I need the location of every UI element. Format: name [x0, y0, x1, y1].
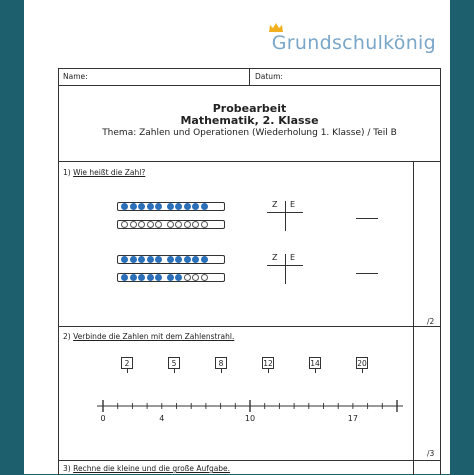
bead-bar	[117, 255, 225, 264]
divider	[59, 85, 440, 86]
bead	[192, 221, 199, 228]
q1-prompt: Wie heißt die Zahl?	[73, 168, 146, 177]
bead	[184, 203, 191, 210]
number-line-label: 4	[159, 414, 165, 423]
logo-text: Grundschulkönig	[271, 32, 436, 54]
number-line-label: 10	[244, 414, 256, 423]
name-label: Name:	[63, 72, 88, 81]
bead	[147, 256, 154, 263]
bead	[130, 274, 137, 281]
bead-bar	[117, 202, 225, 211]
bead	[121, 256, 128, 263]
ones-label: E	[290, 200, 296, 209]
bead	[201, 256, 208, 263]
q1-number: 1)	[63, 168, 71, 177]
tens-label: Z	[272, 200, 278, 209]
bead	[201, 203, 208, 210]
q1-points: /2	[427, 317, 435, 326]
bead	[167, 221, 174, 228]
bead	[138, 256, 145, 263]
worksheet-page	[24, 0, 450, 474]
bead	[201, 221, 208, 228]
bead	[147, 203, 154, 210]
bead	[192, 256, 199, 263]
number-box-stem	[174, 369, 175, 373]
bead	[184, 274, 191, 281]
answer-line[interactable]	[356, 218, 378, 219]
bead	[201, 274, 208, 281]
place-value-table	[267, 254, 303, 284]
bead	[184, 256, 191, 263]
bead	[147, 274, 154, 281]
divider	[59, 161, 440, 162]
bead	[155, 203, 162, 210]
q2-number: 2)	[63, 332, 71, 341]
q3-prompt: Rechne die kleine und die große Aufgabe.	[73, 464, 231, 473]
number-line-label: 17	[347, 414, 358, 423]
bead	[138, 203, 145, 210]
bead	[130, 221, 137, 228]
exam-topic: Thema: Zahlen und Operationen (Wiederholung 1. Klasse) / Teil B	[102, 128, 397, 138]
number-box-stem	[315, 369, 316, 373]
bead	[121, 221, 128, 228]
date-label: Datum:	[255, 72, 283, 81]
bead	[130, 256, 137, 263]
q1-heading	[63, 168, 145, 177]
number-line	[95, 399, 405, 413]
bead	[192, 274, 199, 281]
bead	[167, 203, 174, 210]
q3-heading	[63, 464, 230, 473]
points-column-divider	[413, 161, 414, 475]
number-box[interactable]: 8	[215, 357, 227, 369]
bead	[167, 274, 174, 281]
bead	[121, 203, 128, 210]
bead	[138, 221, 145, 228]
tens-label: Z	[272, 253, 278, 262]
bead	[121, 274, 128, 281]
bead	[175, 203, 182, 210]
divider	[59, 326, 440, 327]
bead	[175, 221, 182, 228]
bead	[155, 221, 162, 228]
number-box[interactable]: 5	[168, 357, 180, 369]
bead	[184, 221, 191, 228]
q2-heading	[63, 332, 234, 341]
bead	[138, 274, 145, 281]
divider	[59, 460, 440, 461]
answer-line[interactable]	[356, 273, 378, 274]
bead	[175, 256, 182, 263]
number-box-stem	[127, 369, 128, 373]
bead-bar	[117, 220, 225, 229]
ones-label: E	[290, 253, 296, 262]
place-value-table	[267, 201, 303, 231]
q2-prompt: Verbinde die Zahlen mit dem Zahlenstrahl.	[73, 332, 235, 341]
number-box-stem	[362, 369, 363, 373]
bead	[175, 274, 182, 281]
number-box[interactable]: 14	[310, 359, 320, 368]
number-box[interactable]: 12	[263, 359, 273, 368]
bead	[155, 256, 162, 263]
bead	[130, 203, 137, 210]
q2-points: /3	[427, 449, 435, 458]
brand-logo	[272, 32, 436, 54]
number-box-stem	[221, 369, 222, 373]
number-box[interactable]: 20	[357, 359, 367, 368]
bead	[155, 274, 162, 281]
bead	[147, 221, 154, 228]
bead-bar	[117, 273, 225, 282]
q3-number: 3)	[63, 464, 71, 473]
crown-icon	[269, 23, 283, 32]
exam-title: Probearbeit	[212, 102, 287, 115]
header-divider	[249, 69, 250, 85]
bead	[167, 256, 174, 263]
number-line-label: 0	[100, 414, 106, 423]
exam-subject: Mathematik, 2. Klasse	[180, 114, 319, 127]
number-box-stem	[268, 369, 269, 373]
exam-frame	[58, 68, 441, 475]
bead	[192, 203, 199, 210]
number-box[interactable]: 2	[121, 357, 133, 369]
title-block	[59, 103, 440, 139]
